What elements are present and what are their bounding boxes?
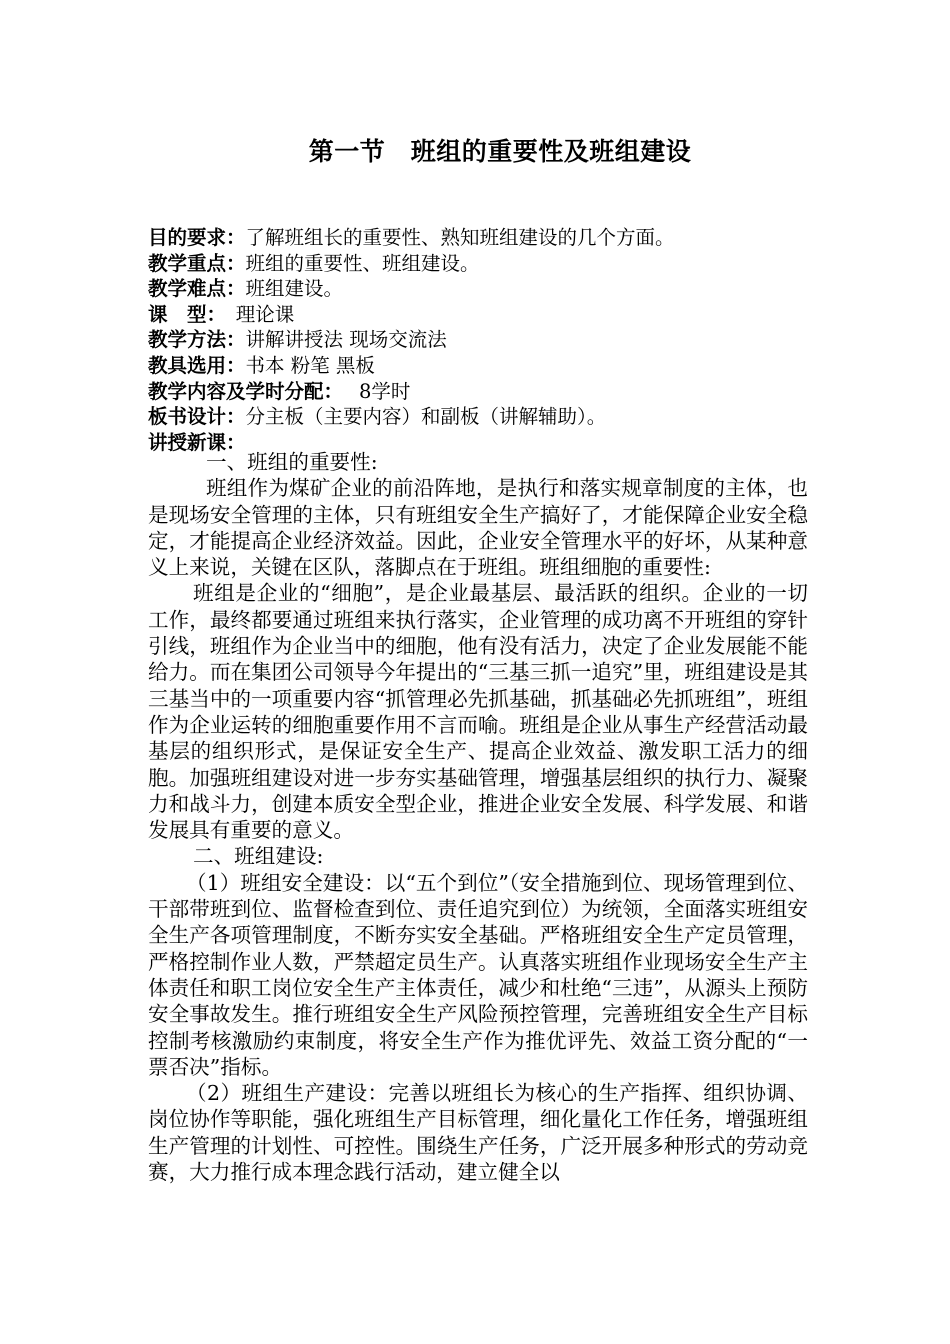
meta-label: 讲授新课：: [148, 430, 246, 454]
meta-row-difficulty: [148, 276, 828, 302]
meta-value: 班组建设。: [245, 277, 344, 301]
meta-row-course-type: [148, 302, 828, 328]
meta-label: 教学内容及学时分配：: [148, 379, 334, 403]
paragraph: （2）班组生产建设：完善以班组长为核心的生产指挥、组织协调、岗位协作等职能，强化班组生产目标管理，细化量化工作任务，增强班组生产管理的计划性、可控性。围绕生产任务，广泛开展多种形式的劳动竞赛，大力推行成本理念践行活动，建立健全以: [148, 1081, 808, 1185]
meta-row-method: [148, 327, 828, 353]
meta-label: 教具选用：: [148, 353, 246, 377]
meta-row-key-points: [148, 251, 828, 277]
meta-value: 8学时: [333, 379, 411, 403]
meta-row-hours: [148, 379, 828, 405]
lesson-meta: [148, 225, 828, 455]
meta-label: 课 型：: [148, 302, 217, 326]
meta-value: 班组的重要性、班组建设。: [245, 251, 480, 275]
page-title: 第一节 班组的重要性及班组建设: [308, 137, 692, 166]
meta-label: 教学重点：: [148, 251, 246, 275]
meta-label: 板书设计：: [148, 405, 246, 429]
paragraph: （1）班组安全建设：以“五个到位”（安全措施到位、现场管理到位、干部带班到位、监督检查到位、责任追究到位）为统领，全面落实班组安全生产各项管理制度，不断夯实安全基础。严格班组安全生产定员管理，严格控制作业人数，严禁超定员生产。认真落实班组作业现场安全生产主体责任和职工岗位安全生产主体责任，减少和杜绝“三违”，从源头上预防安全事故发生。推行班组安全生产风险预控管理，完善班组安全生产目标控制考核激励约束制度，将安全生产作为推优评先、效益工资分配的“一票否决”指标。: [148, 870, 808, 1079]
meta-value: 讲解讲授法 现场交流法: [245, 328, 447, 352]
section-heading-construction: 二、班组建设:: [193, 844, 324, 869]
section-heading-importance: 一、班组的重要性:: [206, 450, 378, 474]
meta-value: 分主板（主要内容）和副板（讲解辅助）。: [245, 405, 607, 429]
meta-row-board-design: [148, 404, 828, 430]
lesson-body: [148, 449, 808, 1185]
paragraph: 班组作为煤矿企业的前沿阵地，是执行和落实规章制度的主体，也是现场安全管理的主体，只有班组安全生产搞好了，才能保障企业安全稳定，才能提高企业经济效益。因此，企业安全管理水平的好坏，从某种意义上来说，关键在区队，落脚点在于班组。班组细胞的重要性:: [148, 476, 808, 580]
meta-row-tools: [148, 353, 828, 379]
meta-label: 教学难点：: [148, 277, 246, 301]
meta-value: 理论课: [216, 302, 295, 326]
meta-label: 目的要求：: [148, 226, 246, 249]
meta-label: 教学方法：: [148, 328, 246, 352]
meta-value: 书本 粉笔 黑板: [245, 353, 375, 377]
paragraph: 班组是企业的“细胞”，是企业最基层、最活跃的组织。企业的一切工作，最终都要通过班组来执行落实，企业管理的成功离不开班组的穿针引线，班组作为企业当中的细胞，他有没有活力，决定了企业发展能不能给力。而在集团公司领导今年提出的“三基三抓一追究”里，班组建设是其三基当中的一项重要内容“抓管理必先抓基础，抓基础必先抓班组”，班组作为企业运转的细胞重要作用不言而喻。班组是企业从事生产经营活动最基层的组织形式，是保证安全生产、提高企业效益、激发职工活力的细胞。加强班组建设对进一步夯实基础管理，增强基层组织的执行力、凝聚力和战斗力，创建本质安全型企业，推进企业安全发展、科学发展、和谐发展具有重要的意义。: [148, 581, 808, 843]
meta-value: 了解班组长的重要性、熟知班组建设的几个方面。: [245, 226, 675, 249]
meta-row-objective: [148, 225, 828, 251]
